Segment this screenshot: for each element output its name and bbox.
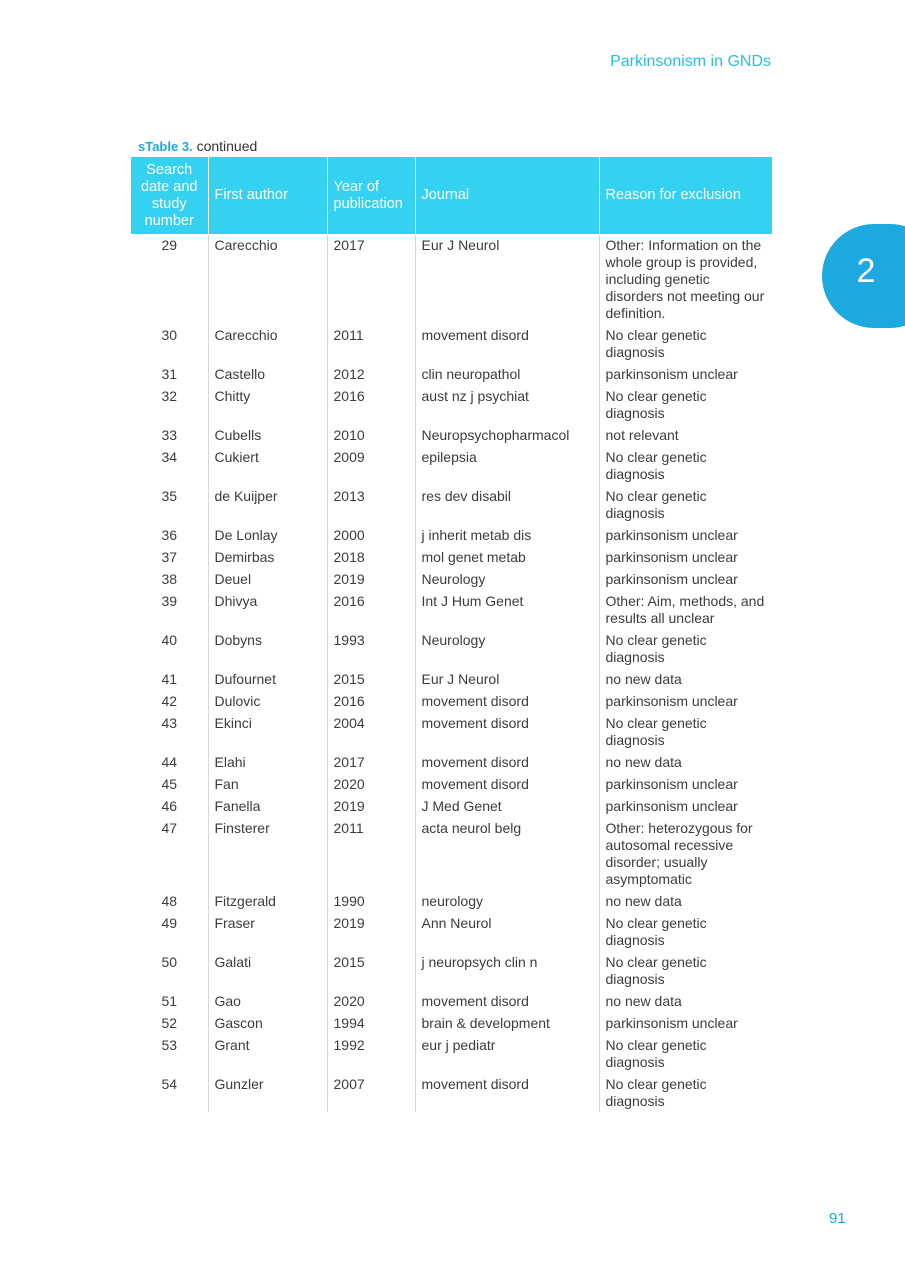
- reason-cell: parkinsonism unclear: [605, 798, 738, 814]
- first-author-cell: Fan: [208, 773, 327, 795]
- journal-cell: acta neurol belg: [415, 817, 599, 890]
- table-row: [131, 446, 772, 485]
- study-number-cell: 40: [131, 629, 208, 668]
- year-cell: 2011: [327, 817, 415, 890]
- reason-cell: no new data: [605, 893, 682, 909]
- journal-cell: res dev disabil: [415, 485, 599, 524]
- journal-cell: movement disord: [415, 324, 599, 363]
- study-number-cell: 30: [131, 324, 208, 363]
- first-author-cell: Gao: [208, 990, 327, 1012]
- table-row: [131, 990, 772, 1012]
- reason-cell: no new data: [605, 754, 682, 770]
- study-number-cell: 45: [131, 773, 208, 795]
- table-row: [131, 385, 772, 424]
- journal-cell: J Med Genet: [415, 795, 599, 817]
- year-cell: 2015: [327, 668, 415, 690]
- year-cell: 2015: [327, 951, 415, 990]
- page-number: 91: [829, 1210, 846, 1227]
- study-number-cell: 42: [131, 690, 208, 712]
- journal-cell: j inherit metab dis: [415, 524, 599, 546]
- study-number-cell: 34: [131, 446, 208, 485]
- study-number-cell: 33: [131, 424, 208, 446]
- table-row: [131, 568, 772, 590]
- first-author-cell: De Lonlay: [208, 524, 327, 546]
- first-author-cell: Chitty: [208, 385, 327, 424]
- year-cell: 2016: [327, 590, 415, 629]
- journal-cell: aust nz j psychiat: [415, 385, 599, 424]
- year-cell: 2016: [327, 385, 415, 424]
- year-cell: 2012: [327, 363, 415, 385]
- study-number-cell: 50: [131, 951, 208, 990]
- table-caption: [138, 138, 257, 154]
- reason-cell: Other: Information on the whole group is provided, including genetic disorders not meeting our definition.: [605, 237, 765, 321]
- study-number-cell: 39: [131, 590, 208, 629]
- table-row: [131, 1012, 772, 1034]
- first-author-cell: Deuel: [208, 568, 327, 590]
- study-number-cell: 54: [131, 1073, 208, 1112]
- study-number-cell: 51: [131, 990, 208, 1012]
- year-cell: 1992: [327, 1034, 415, 1073]
- journal-cell: j neuropsych clin n: [415, 951, 599, 990]
- year-cell: 1994: [327, 1012, 415, 1034]
- table-row: [131, 629, 772, 668]
- journal-cell: Neurology: [415, 629, 599, 668]
- first-author-cell: Elahi: [208, 751, 327, 773]
- study-number-cell: 29: [131, 234, 208, 324]
- reason-cell: No clear genetic diagnosis: [605, 1076, 707, 1109]
- journal-cell: epilepsia: [415, 446, 599, 485]
- year-cell: 2020: [327, 773, 415, 795]
- reason-cell: No clear genetic diagnosis: [605, 715, 707, 748]
- study-number-cell: 52: [131, 1012, 208, 1034]
- study-number-cell: 41: [131, 668, 208, 690]
- exclusion-table: [131, 157, 772, 1112]
- col-header-study-number: Search date and study number: [131, 157, 208, 234]
- table-row: [131, 690, 772, 712]
- table-row: [131, 712, 772, 751]
- reason-cell: No clear genetic diagnosis: [605, 1037, 707, 1070]
- table-row: [131, 485, 772, 524]
- first-author-cell: Carecchio: [208, 234, 327, 324]
- year-cell: 1993: [327, 629, 415, 668]
- table-row: [131, 546, 772, 568]
- journal-cell: Neurology: [415, 568, 599, 590]
- reason-cell: parkinsonism unclear: [605, 693, 738, 709]
- first-author-cell: Cubells: [208, 424, 327, 446]
- table-row: [131, 363, 772, 385]
- table-row: [131, 795, 772, 817]
- first-author-cell: Dhivya: [208, 590, 327, 629]
- table-label: sTable 3.: [138, 139, 193, 154]
- first-author-cell: Demirbas: [208, 546, 327, 568]
- table-row: [131, 773, 772, 795]
- first-author-cell: Carecchio: [208, 324, 327, 363]
- first-author-cell: Dobyns: [208, 629, 327, 668]
- journal-cell: movement disord: [415, 751, 599, 773]
- table-row: [131, 668, 772, 690]
- year-cell: 2013: [327, 485, 415, 524]
- study-number-cell: 44: [131, 751, 208, 773]
- reason-cell: parkinsonism unclear: [605, 366, 738, 382]
- first-author-cell: Fanella: [208, 795, 327, 817]
- journal-cell: Neuropsychopharmacol: [415, 424, 599, 446]
- year-cell: 2020: [327, 990, 415, 1012]
- table-caption-text: continued: [192, 138, 258, 154]
- year-cell: 2007: [327, 1073, 415, 1112]
- first-author-cell: Cukiert: [208, 446, 327, 485]
- table-row: [131, 951, 772, 990]
- table-body: [131, 234, 772, 1112]
- year-cell: 2010: [327, 424, 415, 446]
- reason-cell: No clear genetic diagnosis: [605, 954, 707, 987]
- year-cell: 2019: [327, 795, 415, 817]
- table-row: [131, 890, 772, 912]
- reason-cell: no new data: [605, 993, 682, 1009]
- first-author-cell: de Kuijper: [208, 485, 327, 524]
- year-cell: 2011: [327, 324, 415, 363]
- first-author-cell: Castello: [208, 363, 327, 385]
- year-cell: 2018: [327, 546, 415, 568]
- first-author-cell: Finsterer: [208, 817, 327, 890]
- reason-cell: not relevant: [605, 427, 679, 443]
- running-head-title: Parkinsonism in GNDs: [610, 53, 771, 70]
- table-row: [131, 424, 772, 446]
- table-row: [131, 524, 772, 546]
- study-number-cell: 36: [131, 524, 208, 546]
- col-header-first-author: First author: [208, 157, 327, 234]
- journal-cell: clin neuropathol: [415, 363, 599, 385]
- table-row: [131, 1034, 772, 1073]
- study-number-cell: 35: [131, 485, 208, 524]
- col-header-year: Year of publication: [327, 157, 415, 234]
- table-header-row: [131, 157, 772, 234]
- study-number-cell: 43: [131, 712, 208, 751]
- year-cell: 1990: [327, 890, 415, 912]
- first-author-cell: Gunzler: [208, 1073, 327, 1112]
- journal-cell: Eur J Neurol: [415, 668, 599, 690]
- study-number-cell: 47: [131, 817, 208, 890]
- reason-cell: no new data: [605, 671, 682, 687]
- reason-cell: Other: heterozygous for autosomal recessive disorder; usually asymptomatic: [605, 820, 753, 887]
- journal-cell: movement disord: [415, 773, 599, 795]
- year-cell: 2016: [327, 690, 415, 712]
- reason-cell: parkinsonism unclear: [605, 776, 738, 792]
- reason-cell: parkinsonism unclear: [605, 571, 738, 587]
- first-author-cell: Grant: [208, 1034, 327, 1073]
- year-cell: 2019: [327, 912, 415, 951]
- study-number-cell: 53: [131, 1034, 208, 1073]
- year-cell: 2000: [327, 524, 415, 546]
- table-row: [131, 912, 772, 951]
- first-author-cell: Gascon: [208, 1012, 327, 1034]
- table-row: [131, 817, 772, 890]
- first-author-cell: Fitzgerald: [208, 890, 327, 912]
- table-row: [131, 590, 772, 629]
- reason-cell: parkinsonism unclear: [605, 549, 738, 565]
- first-author-cell: Dufournet: [208, 668, 327, 690]
- reason-cell: No clear genetic diagnosis: [605, 488, 707, 521]
- col-header-journal: Journal: [415, 157, 599, 234]
- first-author-cell: Fraser: [208, 912, 327, 951]
- reason-cell: No clear genetic diagnosis: [605, 327, 707, 360]
- journal-cell: movement disord: [415, 690, 599, 712]
- reason-cell: parkinsonism unclear: [605, 1015, 738, 1031]
- study-number-cell: 37: [131, 546, 208, 568]
- journal-cell: movement disord: [415, 990, 599, 1012]
- first-author-cell: Galati: [208, 951, 327, 990]
- col-header-reason: Reason for exclusion: [599, 157, 772, 234]
- study-number-cell: 49: [131, 912, 208, 951]
- year-cell: 2017: [327, 751, 415, 773]
- journal-cell: Ann Neurol: [415, 912, 599, 951]
- journal-cell: movement disord: [415, 712, 599, 751]
- study-number-cell: 48: [131, 890, 208, 912]
- journal-cell: brain & development: [415, 1012, 599, 1034]
- reason-cell: No clear genetic diagnosis: [605, 915, 707, 948]
- table-row: [131, 234, 772, 324]
- reason-cell: No clear genetic diagnosis: [605, 388, 707, 421]
- chapter-tab: [822, 224, 905, 328]
- study-number-cell: 46: [131, 795, 208, 817]
- year-cell: 2017: [327, 234, 415, 324]
- chapter-number: 2: [856, 252, 876, 290]
- reason-cell: No clear genetic diagnosis: [605, 449, 707, 482]
- year-cell: 2004: [327, 712, 415, 751]
- journal-cell: neurology: [415, 890, 599, 912]
- year-cell: 2019: [327, 568, 415, 590]
- journal-cell: mol genet metab: [415, 546, 599, 568]
- journal-cell: eur j pediatr: [415, 1034, 599, 1073]
- table-row: [131, 324, 772, 363]
- year-cell: 2009: [327, 446, 415, 485]
- reason-cell: Other: Aim, methods, and results all unclear: [605, 593, 765, 626]
- study-number-cell: 31: [131, 363, 208, 385]
- table-row: [131, 751, 772, 773]
- first-author-cell: Dulovic: [208, 690, 327, 712]
- study-number-cell: 32: [131, 385, 208, 424]
- first-author-cell: Ekinci: [208, 712, 327, 751]
- journal-cell: Int J Hum Genet: [415, 590, 599, 629]
- table-row: [131, 1073, 772, 1112]
- reason-cell: parkinsonism unclear: [605, 527, 738, 543]
- journal-cell: Eur J Neurol: [415, 234, 599, 324]
- study-number-cell: 38: [131, 568, 208, 590]
- reason-cell: No clear genetic diagnosis: [605, 632, 707, 665]
- journal-cell: movement disord: [415, 1073, 599, 1112]
